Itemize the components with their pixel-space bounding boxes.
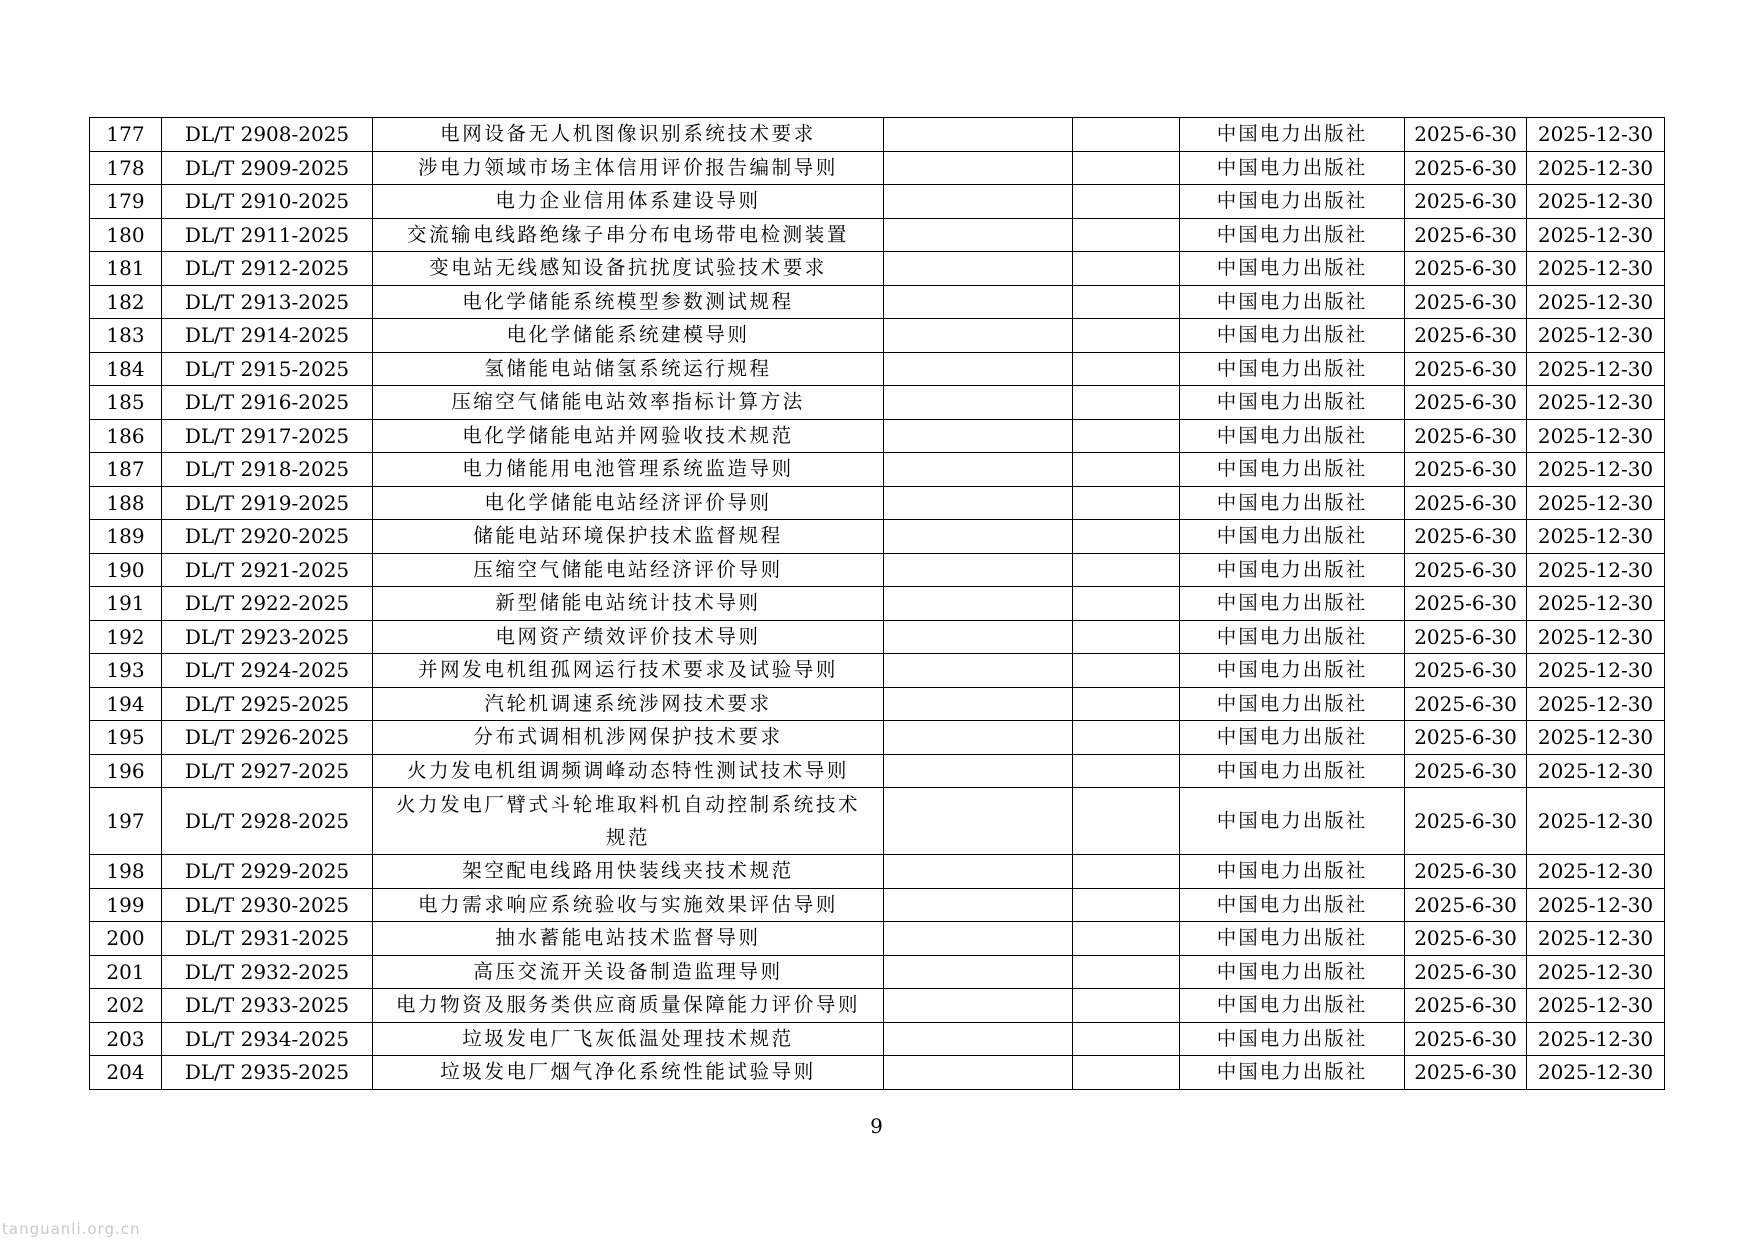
cell-standard-code: DL/T 2915-2025: [162, 352, 373, 386]
cell-standard-code: DL/T 2909-2025: [162, 151, 373, 185]
table-row: [90, 1056, 1665, 1090]
cell-standard-code: DL/T 2918-2025: [162, 453, 373, 487]
cell-replaced-standard: [884, 553, 1073, 587]
table-row: [90, 520, 1665, 554]
cell-release-date: 2025-6-30: [1405, 654, 1527, 688]
cell-replaced-standard: [884, 419, 1073, 453]
cell-standard-code: DL/T 2935-2025: [162, 1056, 373, 1090]
cell-publisher: 中国电力出版社: [1180, 319, 1405, 353]
cell-replaced-standard: [884, 453, 1073, 487]
cell-effective-date: 2025-12-30: [1527, 486, 1665, 520]
cell-effective-date: 2025-12-30: [1527, 252, 1665, 286]
table-row: [90, 419, 1665, 453]
cell-effective-date: 2025-12-30: [1527, 754, 1665, 788]
cell-standard-name: 电网资产绩效评价技术导则: [373, 620, 884, 654]
cell-standard-code: DL/T 2934-2025: [162, 1022, 373, 1056]
cell-effective-date: 2025-12-30: [1527, 419, 1665, 453]
cell-adopted-standard: [1073, 553, 1180, 587]
cell-publisher: 中国电力出版社: [1180, 922, 1405, 956]
cell-standard-code: DL/T 2926-2025: [162, 721, 373, 755]
cell-standard-code: DL/T 2929-2025: [162, 855, 373, 889]
cell-adopted-standard: [1073, 855, 1180, 889]
cell-release-date: 2025-6-30: [1405, 989, 1527, 1023]
cell-effective-date: 2025-12-30: [1527, 151, 1665, 185]
cell-number: 184: [90, 352, 162, 386]
cell-publisher: 中国电力出版社: [1180, 352, 1405, 386]
cell-standard-name: 垃圾发电厂飞灰低温处理技术规范: [373, 1022, 884, 1056]
cell-replaced-standard: [884, 1056, 1073, 1090]
cell-standard-name: 压缩空气储能电站效率指标计算方法: [373, 386, 884, 420]
cell-publisher: 中国电力出版社: [1180, 587, 1405, 621]
cell-standard-name: 垃圾发电厂烟气净化系统性能试验导则: [373, 1056, 884, 1090]
table-row: [90, 453, 1665, 487]
cell-adopted-standard: [1073, 252, 1180, 286]
cell-standard-code: DL/T 2931-2025: [162, 922, 373, 956]
cell-effective-date: 2025-12-30: [1527, 955, 1665, 989]
table-row: [90, 855, 1665, 889]
cell-adopted-standard: [1073, 721, 1180, 755]
cell-replaced-standard: [884, 218, 1073, 252]
table-row: [90, 888, 1665, 922]
table-row: [90, 486, 1665, 520]
cell-adopted-standard: [1073, 620, 1180, 654]
cell-effective-date: 2025-12-30: [1527, 218, 1665, 252]
cell-replaced-standard: [884, 721, 1073, 755]
cell-publisher: 中国电力出版社: [1180, 185, 1405, 219]
cell-release-date: 2025-6-30: [1405, 587, 1527, 621]
cell-publisher: 中国电力出版社: [1180, 888, 1405, 922]
cell-release-date: 2025-6-30: [1405, 151, 1527, 185]
cell-release-date: 2025-6-30: [1405, 788, 1527, 855]
cell-standard-name: 高压交流开关设备制造监理导则: [373, 955, 884, 989]
cell-standard-code: DL/T 2917-2025: [162, 419, 373, 453]
cell-standard-code: DL/T 2930-2025: [162, 888, 373, 922]
table-row: [90, 151, 1665, 185]
cell-publisher: 中国电力出版社: [1180, 218, 1405, 252]
cell-replaced-standard: [884, 620, 1073, 654]
table-row: [90, 587, 1665, 621]
cell-effective-date: 2025-12-30: [1527, 386, 1665, 420]
cell-publisher: 中国电力出版社: [1180, 1056, 1405, 1090]
cell-standard-code: DL/T 2925-2025: [162, 687, 373, 721]
cell-effective-date: 2025-12-30: [1527, 654, 1665, 688]
cell-standard-name: 电化学储能电站经济评价导则: [373, 486, 884, 520]
cell-effective-date: 2025-12-30: [1527, 453, 1665, 487]
cell-adopted-standard: [1073, 352, 1180, 386]
cell-standard-code: DL/T 2908-2025: [162, 118, 373, 152]
cell-replaced-standard: [884, 922, 1073, 956]
cell-number: 181: [90, 252, 162, 286]
cell-publisher: 中国电力出版社: [1180, 520, 1405, 554]
cell-release-date: 2025-6-30: [1405, 319, 1527, 353]
cell-number: 182: [90, 285, 162, 319]
cell-replaced-standard: [884, 386, 1073, 420]
cell-standard-name: 电力企业信用体系建设导则: [373, 185, 884, 219]
cell-release-date: 2025-6-30: [1405, 955, 1527, 989]
cell-standard-code: DL/T 2921-2025: [162, 553, 373, 587]
cell-number: 204: [90, 1056, 162, 1090]
cell-adopted-standard: [1073, 486, 1180, 520]
cell-standard-code: DL/T 2910-2025: [162, 185, 373, 219]
cell-publisher: 中国电力出版社: [1180, 285, 1405, 319]
cell-number: 203: [90, 1022, 162, 1056]
cell-number: 199: [90, 888, 162, 922]
cell-standard-name: 涉电力领域市场主体信用评价报告编制导则: [373, 151, 884, 185]
table-row: [90, 285, 1665, 319]
cell-publisher: 中国电力出版社: [1180, 553, 1405, 587]
cell-standard-name: 变电站无线感知设备抗扰度试验技术要求: [373, 252, 884, 286]
cell-release-date: 2025-6-30: [1405, 855, 1527, 889]
cell-standard-code: DL/T 2913-2025: [162, 285, 373, 319]
cell-standard-name: 新型储能电站统计技术导则: [373, 587, 884, 621]
cell-adopted-standard: [1073, 788, 1180, 855]
cell-publisher: 中国电力出版社: [1180, 788, 1405, 855]
cell-standard-name: 电力物资及服务类供应商质量保障能力评价导则: [373, 989, 884, 1023]
cell-effective-date: 2025-12-30: [1527, 788, 1665, 855]
cell-release-date: 2025-6-30: [1405, 352, 1527, 386]
table-row: [90, 1022, 1665, 1056]
cell-number: 193: [90, 654, 162, 688]
table-row: [90, 352, 1665, 386]
cell-number: 186: [90, 419, 162, 453]
cell-replaced-standard: [884, 151, 1073, 185]
cell-effective-date: 2025-12-30: [1527, 989, 1665, 1023]
cell-number: 195: [90, 721, 162, 755]
cell-replaced-standard: [884, 252, 1073, 286]
cell-effective-date: 2025-12-30: [1527, 352, 1665, 386]
cell-publisher: 中国电力出版社: [1180, 419, 1405, 453]
cell-adopted-standard: [1073, 520, 1180, 554]
cell-standard-code: DL/T 2912-2025: [162, 252, 373, 286]
cell-replaced-standard: [884, 352, 1073, 386]
table-row: [90, 386, 1665, 420]
cell-release-date: 2025-6-30: [1405, 453, 1527, 487]
cell-adopted-standard: [1073, 453, 1180, 487]
cell-adopted-standard: [1073, 319, 1180, 353]
cell-standard-name: 抽水蓄能电站技术监督导则: [373, 922, 884, 956]
cell-publisher: 中国电力出版社: [1180, 620, 1405, 654]
cell-standard-name: 电化学储能电站并网验收技术规范: [373, 419, 884, 453]
cell-number: 197: [90, 788, 162, 855]
cell-standard-name: 分布式调相机涉网保护技术要求: [373, 721, 884, 755]
table-row: [90, 218, 1665, 252]
cell-number: 202: [90, 989, 162, 1023]
table-row: [90, 922, 1665, 956]
cell-publisher: 中国电力出版社: [1180, 687, 1405, 721]
cell-effective-date: 2025-12-30: [1527, 553, 1665, 587]
cell-adopted-standard: [1073, 922, 1180, 956]
cell-adopted-standard: [1073, 687, 1180, 721]
cell-release-date: 2025-6-30: [1405, 520, 1527, 554]
table-row: [90, 319, 1665, 353]
cell-release-date: 2025-6-30: [1405, 185, 1527, 219]
cell-number: 198: [90, 855, 162, 889]
cell-replaced-standard: [884, 654, 1073, 688]
table-row: [90, 553, 1665, 587]
table-row: [90, 955, 1665, 989]
table-row: [90, 185, 1665, 219]
cell-effective-date: 2025-12-30: [1527, 721, 1665, 755]
cell-standard-code: DL/T 2919-2025: [162, 486, 373, 520]
cell-number: 196: [90, 754, 162, 788]
cell-effective-date: 2025-12-30: [1527, 687, 1665, 721]
cell-effective-date: 2025-12-30: [1527, 855, 1665, 889]
watermark: tanguanli.org.cn: [2, 1220, 141, 1238]
cell-release-date: 2025-6-30: [1405, 252, 1527, 286]
cell-adopted-standard: [1073, 118, 1180, 152]
table-row: [90, 754, 1665, 788]
cell-publisher: 中国电力出版社: [1180, 118, 1405, 152]
cell-number: 179: [90, 185, 162, 219]
cell-effective-date: 2025-12-30: [1527, 319, 1665, 353]
cell-effective-date: 2025-12-30: [1527, 185, 1665, 219]
cell-standard-code: DL/T 2927-2025: [162, 754, 373, 788]
cell-standard-code: DL/T 2916-2025: [162, 386, 373, 420]
cell-adopted-standard: [1073, 888, 1180, 922]
cell-standard-name: 电力储能用电池管理系统监造导则: [373, 453, 884, 487]
cell-number: 201: [90, 955, 162, 989]
table-row: [90, 252, 1665, 286]
cell-number: 188: [90, 486, 162, 520]
cell-standard-name: 储能电站环境保护技术监督规程: [373, 520, 884, 554]
table-body: [90, 118, 1665, 1090]
cell-replaced-standard: [884, 285, 1073, 319]
cell-replaced-standard: [884, 1022, 1073, 1056]
cell-adopted-standard: [1073, 989, 1180, 1023]
cell-standard-code: DL/T 2920-2025: [162, 520, 373, 554]
cell-release-date: 2025-6-30: [1405, 386, 1527, 420]
cell-publisher: 中国电力出版社: [1180, 151, 1405, 185]
cell-replaced-standard: [884, 989, 1073, 1023]
cell-standard-name: 并网发电机组孤网运行技术要求及试验导则: [373, 654, 884, 688]
cell-effective-date: 2025-12-30: [1527, 118, 1665, 152]
cell-release-date: 2025-6-30: [1405, 721, 1527, 755]
cell-number: 194: [90, 687, 162, 721]
cell-publisher: 中国电力出版社: [1180, 855, 1405, 889]
cell-standard-name: 电网设备无人机图像识别系统技术要求: [373, 118, 884, 152]
cell-standard-name: 火力发电厂臂式斗轮堆取料机自动控制系统技术规范: [373, 788, 884, 855]
cell-standard-name: 电力需求响应系统验收与实施效果评估导则: [373, 888, 884, 922]
cell-effective-date: 2025-12-30: [1527, 285, 1665, 319]
cell-replaced-standard: [884, 788, 1073, 855]
cell-publisher: 中国电力出版社: [1180, 654, 1405, 688]
cell-publisher: 中国电力出版社: [1180, 453, 1405, 487]
cell-replaced-standard: [884, 319, 1073, 353]
cell-release-date: 2025-6-30: [1405, 620, 1527, 654]
cell-replaced-standard: [884, 955, 1073, 989]
cell-standard-name: 架空配电线路用快装线夹技术规范: [373, 855, 884, 889]
cell-standard-code: DL/T 2928-2025: [162, 788, 373, 855]
cell-adopted-standard: [1073, 218, 1180, 252]
cell-release-date: 2025-6-30: [1405, 486, 1527, 520]
cell-standard-name: 电化学储能系统模型参数测试规程: [373, 285, 884, 319]
cell-replaced-standard: [884, 855, 1073, 889]
cell-standard-code: DL/T 2922-2025: [162, 587, 373, 621]
cell-number: 192: [90, 620, 162, 654]
table-row: [90, 654, 1665, 688]
cell-standard-name: 电化学储能系统建模导则: [373, 319, 884, 353]
cell-number: 190: [90, 553, 162, 587]
cell-publisher: 中国电力出版社: [1180, 386, 1405, 420]
page-number: 9: [870, 1114, 883, 1138]
cell-replaced-standard: [884, 185, 1073, 219]
cell-release-date: 2025-6-30: [1405, 1056, 1527, 1090]
cell-effective-date: 2025-12-30: [1527, 888, 1665, 922]
cell-publisher: 中国电力出版社: [1180, 486, 1405, 520]
cell-standard-code: DL/T 2924-2025: [162, 654, 373, 688]
cell-release-date: 2025-6-30: [1405, 218, 1527, 252]
cell-standard-name: 火力发电机组调频调峰动态特性测试技术导则: [373, 754, 884, 788]
standards-table: [89, 117, 1665, 1090]
cell-number: 191: [90, 587, 162, 621]
cell-publisher: 中国电力出版社: [1180, 989, 1405, 1023]
table-row: [90, 788, 1665, 855]
cell-standard-name: 压缩空气储能电站经济评价导则: [373, 553, 884, 587]
cell-effective-date: 2025-12-30: [1527, 1022, 1665, 1056]
cell-number: 189: [90, 520, 162, 554]
cell-publisher: 中国电力出版社: [1180, 1022, 1405, 1056]
cell-effective-date: 2025-12-30: [1527, 520, 1665, 554]
cell-replaced-standard: [884, 587, 1073, 621]
table-row: [90, 118, 1665, 152]
cell-effective-date: 2025-12-30: [1527, 1056, 1665, 1090]
cell-publisher: 中国电力出版社: [1180, 754, 1405, 788]
cell-effective-date: 2025-12-30: [1527, 587, 1665, 621]
cell-adopted-standard: [1073, 1056, 1180, 1090]
cell-standard-code: DL/T 2933-2025: [162, 989, 373, 1023]
cell-adopted-standard: [1073, 587, 1180, 621]
cell-replaced-standard: [884, 486, 1073, 520]
cell-release-date: 2025-6-30: [1405, 285, 1527, 319]
cell-number: 177: [90, 118, 162, 152]
cell-number: 178: [90, 151, 162, 185]
cell-release-date: 2025-6-30: [1405, 922, 1527, 956]
cell-release-date: 2025-6-30: [1405, 419, 1527, 453]
cell-standard-name: 汽轮机调速系统涉网技术要求: [373, 687, 884, 721]
cell-adopted-standard: [1073, 285, 1180, 319]
cell-number: 183: [90, 319, 162, 353]
cell-publisher: 中国电力出版社: [1180, 955, 1405, 989]
cell-adopted-standard: [1073, 386, 1180, 420]
cell-replaced-standard: [884, 118, 1073, 152]
cell-standard-code: DL/T 2914-2025: [162, 319, 373, 353]
table-row: [90, 721, 1665, 755]
cell-number: 185: [90, 386, 162, 420]
cell-adopted-standard: [1073, 955, 1180, 989]
cell-adopted-standard: [1073, 654, 1180, 688]
cell-standard-code: DL/T 2911-2025: [162, 218, 373, 252]
cell-effective-date: 2025-12-30: [1527, 620, 1665, 654]
cell-release-date: 2025-6-30: [1405, 687, 1527, 721]
cell-replaced-standard: [884, 687, 1073, 721]
cell-release-date: 2025-6-30: [1405, 553, 1527, 587]
cell-adopted-standard: [1073, 754, 1180, 788]
cell-release-date: 2025-6-30: [1405, 118, 1527, 152]
cell-publisher: 中国电力出版社: [1180, 721, 1405, 755]
table-row: [90, 687, 1665, 721]
cell-number: 200: [90, 922, 162, 956]
cell-standard-code: DL/T 2923-2025: [162, 620, 373, 654]
cell-effective-date: 2025-12-30: [1527, 922, 1665, 956]
table-row: [90, 989, 1665, 1023]
cell-number: 180: [90, 218, 162, 252]
cell-adopted-standard: [1073, 151, 1180, 185]
cell-replaced-standard: [884, 520, 1073, 554]
cell-adopted-standard: [1073, 1022, 1180, 1056]
cell-release-date: 2025-6-30: [1405, 888, 1527, 922]
cell-release-date: 2025-6-30: [1405, 754, 1527, 788]
cell-standard-code: DL/T 2932-2025: [162, 955, 373, 989]
table-row: [90, 620, 1665, 654]
cell-replaced-standard: [884, 888, 1073, 922]
cell-adopted-standard: [1073, 185, 1180, 219]
cell-replaced-standard: [884, 754, 1073, 788]
cell-standard-name: 交流输电线路绝缘子串分布电场带电检测装置: [373, 218, 884, 252]
cell-publisher: 中国电力出版社: [1180, 252, 1405, 286]
cell-release-date: 2025-6-30: [1405, 1022, 1527, 1056]
cell-adopted-standard: [1073, 419, 1180, 453]
cell-standard-name: 氢储能电站储氢系统运行规程: [373, 352, 884, 386]
cell-number: 187: [90, 453, 162, 487]
